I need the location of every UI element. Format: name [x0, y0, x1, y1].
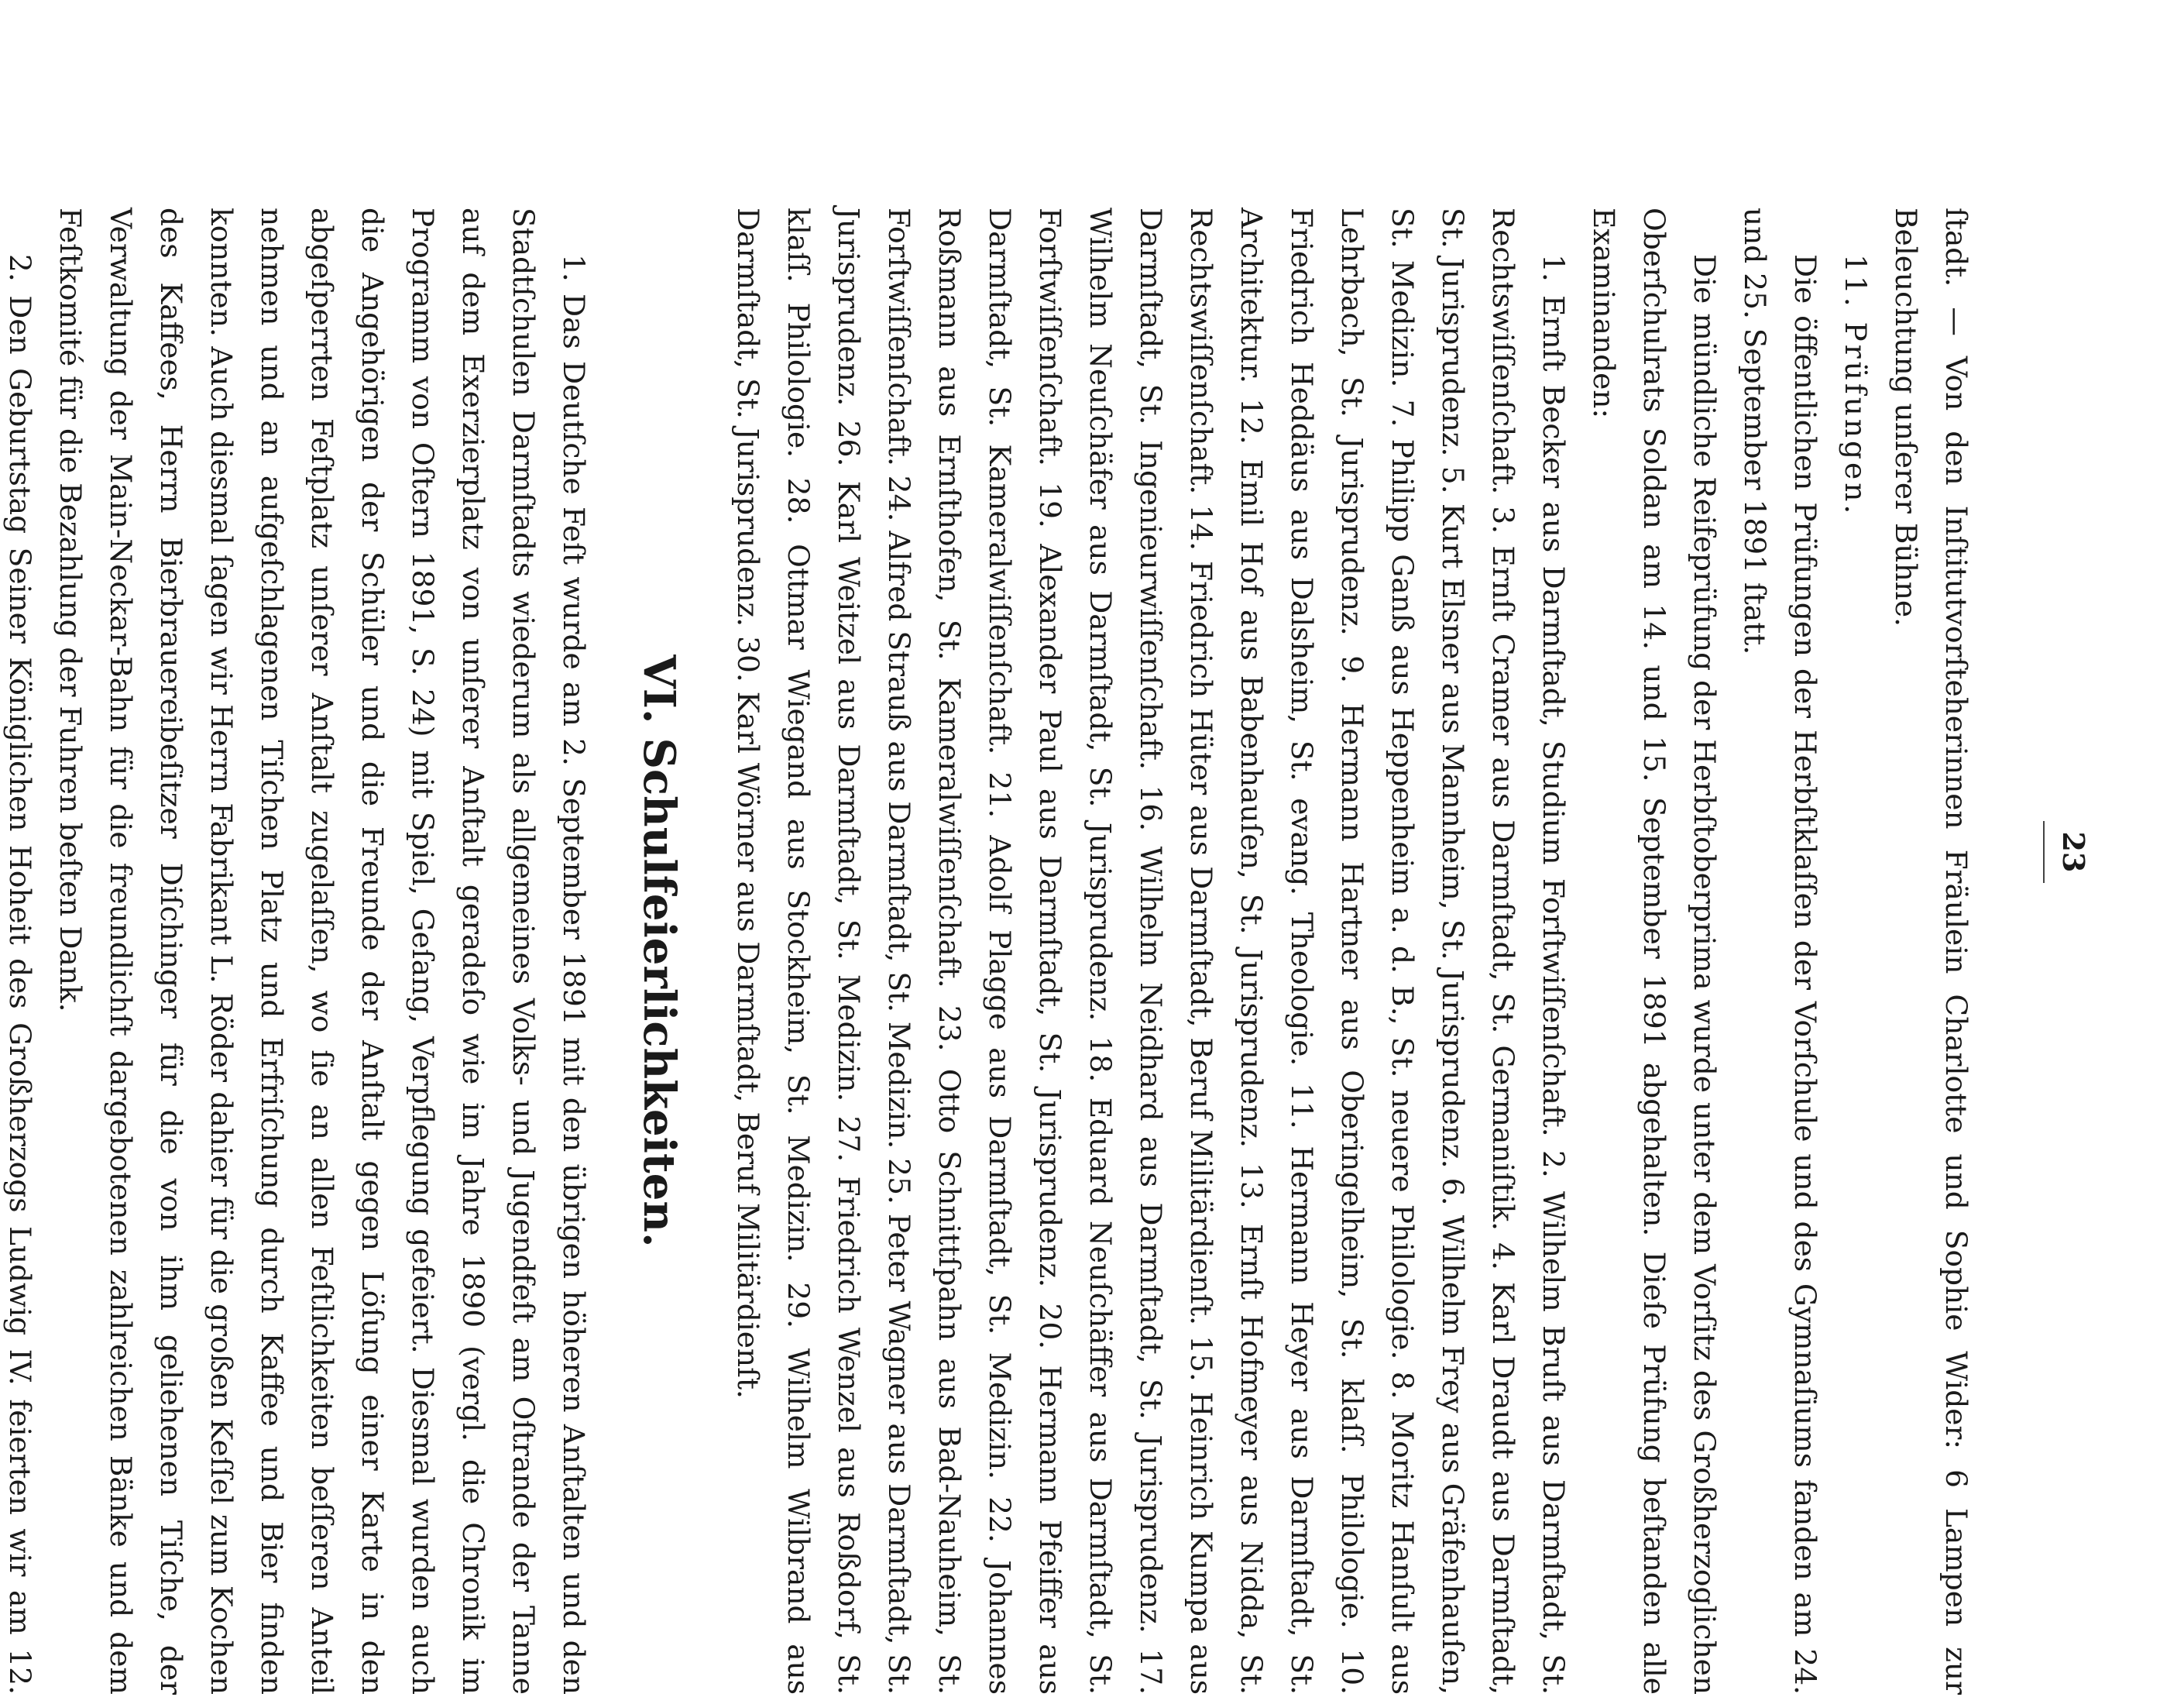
header-rule [2043, 821, 2045, 883]
section-heading [620, 208, 698, 1695]
section-number: VI. [634, 654, 685, 724]
paragraph-final-exam: Die mündliche Reifeprüfung der Herbſtoberprima wurde unter dem Vorſitz des Großherzoglichen Oberſchulrats Soldan am 14. und 15. September 1891 abgehalten. Dieſe Prüfung beſtanden alle Examinanden: [1587, 208, 1722, 1695]
paragraph-public-exams: Die öffentlichen Prüfungen der Herbſtklaſſen der Vorſchule und des Gymnaſiums fanden am 24. und 25. September 1891 ſtatt. [1738, 208, 1822, 1695]
subheading-pruefungen: 11. Prüfungen. [1839, 254, 1873, 517]
paragraph-german-festival: 1. Das Deutſche Feſt wurde am 2. September 1891 mit den übrigen höheren Anſtalten und den Stadtſchulen Darmſtadts wiederum als allgemeines Volks- und Jugendfeſt am Oſtrande der Tanne auf dem Exerzierplatz von unſerer Anſtalt geradeſo wie im Jahre 1890 (vergl. die Chronik im Programm von Oſtern 1891, S. 24) mit Spiel, Geſang, Verpflegung gefeiert. Diesmal wurden auch die Angehörigen der Schüler und die Freunde der Anſtalt gegen Löſung einer Karte in den abgeſperrten Feſtplatz unſerer Anſtalt zugelaſſen, wo ſie an allen Feſtlichkeiten beſſeren Anteil nehmen und an aufgeſchlagenen Tiſchen Platz und Erfriſchung durch Kaffee und Bier finden konnten. Auch diesmal ſagen wir Herrn Fabrikant L. Röder dahier für die großen Keſſel zum Kochen des Kaffees, Herrn Bierbrauereibeſitzer Diſchinger für die von ihm geliehenen Tiſche, der Verwaltung der Main-Neckar-Bahn für die freundlichſt dargebotenen zahlreichen Bänke und dem Feſtkomité für die Bezahlung der Fuhren beſten Dank. [53, 208, 591, 1695]
body-text [0, 208, 1981, 1695]
paragraph-birthday-celebration: 2. Den Geburtstag Seiner Königlichen Hoheit des Großherzogs Ludwig IV. feierten wir am 12. [3, 254, 37, 1695]
page-header [2056, 0, 2091, 1704]
page-number: 23 [2056, 831, 2091, 873]
section-title: Schulfeierlichkeiten. [634, 737, 685, 1248]
paragraph-donation-lamps: ſtadt. — Von den Inſtitutvorſteherinnen Fräulein Charlotte und Sophie Wider: 6 Lampen zur Beleuchtung unſerer Bühne. [1889, 208, 1973, 1695]
paragraph-examinee-list: 1. Ernſt Becker aus Darmſtadt, Studium Forſtwiſſenſchaft. 2. Wilhelm Bruſt aus Darmſtadt, St. Rechtswiſſenſchaft. 3. Ernſt Cramer aus Darmſtadt, St. Germaniſtik. 4. Karl Draudt aus Darmſtadt, St. Jurisprudenz. 5. Kurt Elsner aus Mannheim, St. Jurisprudenz. 6. Wilhelm Frey aus Gräfenhauſen, St. Medizin. 7. Philipp Ganß aus Heppenheim a. d. B., St. neuere Philologie. 8. Moritz Hanſult aus Lehrbach, St. Jurisprudenz. 9. Hermann Hartner aus Oberingelheim, St. klaſſ. Philologie. 10. Friedrich Heddäus aus Dalsheim, St. evang. Theologie. 11. Hermann Heyer aus Darmſtadt, St. Architektur. 12. Emil Hof aus Babenhauſen, St. Jurisprudenz. 13. Ernſt Hofmeyer aus Nidda, St. Rechtswiſſenſchaft. 14. Friedrich Hüter aus Darmſtadt, Beruf Militärdienſt. 15. Heinrich Kumpa aus Darmſtadt, St. Ingenieurwiſſenſchaft. 16. Wilhelm Neidhard aus Darmſtadt, St. Jurisprudenz. 17. Wilhelm Neuſchäfer aus Darmſtadt, St. Jurisprudenz. 18. Eduard Neuſchäffer aus Darmſtadt, St. Forſtwiſſenſchaft. 19. Alexander Paul aus Darmſtadt, St. Jurisprudenz. 20. Hermann Pfeiffer aus Darmſtadt, St. Kameralwiſſenſchaft. 21. Adolf Plagge aus Darmſtadt, St. Medizin. 22. Johannes Roßmann aus Ernſthofen, St. Kameralwiſſenſchaft. 23. Otto Schnittſpahn aus Bad-Nauheim, St. Forſtwiſſenſchaft. 24. Alfred Strauß aus Darmſtadt, St. Medizin. 25. Peter Wagner aus Darmſtadt, St. Jurisprudenz. 26. Karl Weitzel aus Darmſtadt, St. Medizin. 27. Friedrich Wenzel aus Roßdorf, St. klaſſ. Philologie. 28. Ottmar Wiegand aus Stockheim, St. Medizin. 29. Wilhelm Wilbrand aus Darmſtadt, St. Jurisprudenz. 30. Karl Wörner aus Darmſtadt, Beruf Militärdienſt. [731, 208, 1571, 1695]
